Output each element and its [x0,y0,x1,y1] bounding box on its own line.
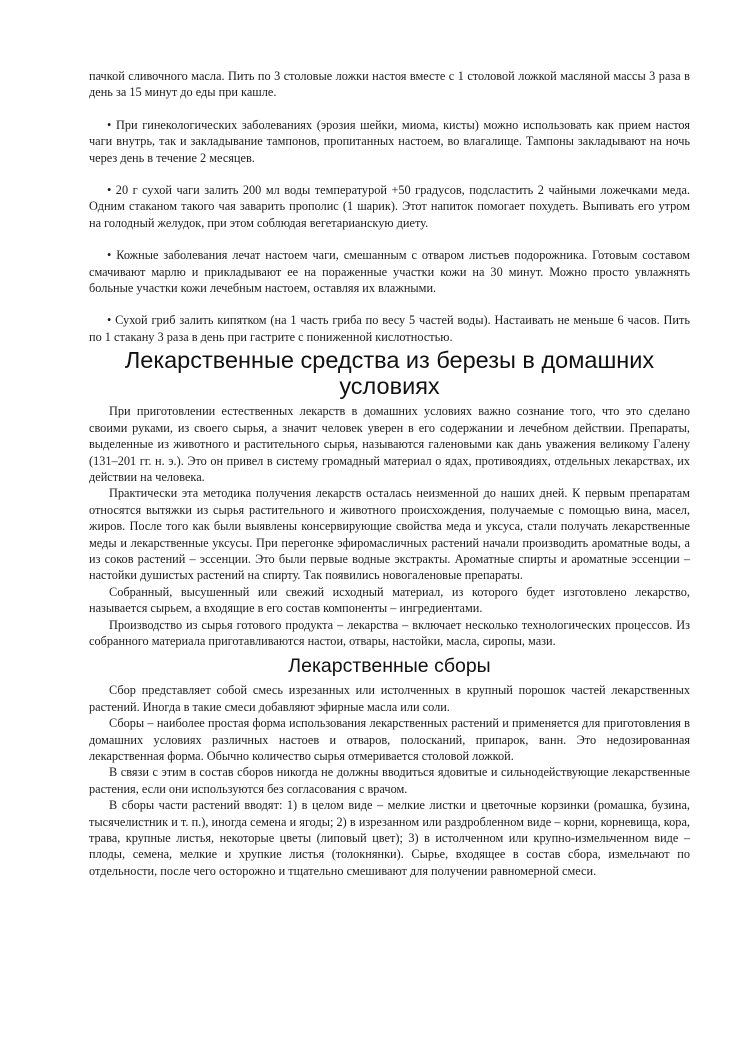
intro-paragraph: пачкой сливочного масла. Пить по 3 столовые ложки настоя вместе с 1 столовой ложкой масляной массы 3 раза в день за 15 минут до еды при кашле. [89,69,690,100]
section1-paragraph-1: При приготовлении естественных лекарств в домашних условиях важно сознание того, что это сделано своими руками, из своего сырья, а значит человек уверен в его содержании и лечебном действии. Препараты, выделенные из животного и растительного сырья, называются галеновыми как дань уважения великому Галену (131–201 гг. н. э.). Это он привел в систему громадный материал о ядах, противоядиях, отдельных лекарствах, их действии на человека. [89,404,690,484]
section1-paragraph-2: Практически эта методика получения лекарств осталась неизменной до наших дней. К первым препаратам относятся вытяжки из сырья растительного и животного происхождения, получаемые с помощью вина, масел, жиров. После того как были выявлены консервирующие свойства меда и уксуса, стали получать лекарственные меды и лекарственные уксусы. При перегонке эфиромасличных растений начали производить ароматные воды, а из соков растений – эссенции. Это были первые водные экстракты. Ароматные спирты и ароматные эссенции – настойки душистых растений на спирту. Так появились новогаленовые препараты. [89,486,690,583]
bullet-paragraph-gastritis: • Сухой гриб залить кипятком (на 1 часть гриба по весу 5 частей воды). Настаивать не меньше 6 часов. Пить по 1 стакану 3 раза в день при гастрите с пониженной кислотностью. [89,313,690,344]
section2-paragraph-3: В связи с этим в состав сборов никогда не должны вводиться ядовитые и сильнодействующие лекарственные растения, если они используются без согласования с врачом. [89,765,690,796]
section-heading-birch-remedies: Лекарственные средства из березы в домашних условиях [124,347,655,400]
bullet-paragraph-skin: • Кожные заболевания лечат настоем чаги, смешанным с отваром листьев подорожника. Готовым составом смачивают марлю и прикладывают ее на пораженные участки кожи на 30 минут. Можно просто увлажнять больные участки кожи лечебным настоем, оставляя их влажными. [89,248,690,296]
spacer [89,101,690,117]
spacer [89,296,690,312]
section1-paragraph-4: Производство из сырья готового продукта – лекарства – включает несколько технологических процессов. Из собранного материала приготавливаются настои, отвары, настойки, масла, сиропы, мази. [89,617,690,648]
bullet-paragraph-weight-loss: • 20 г сухой чаги залить 200 мл воды температурой +50 градусов, подсластить 2 чайными ложечками меда. Одним стаканом такого чая заварить прополис (1 шарик). Этот напиток помогает похудеть. Выпивать его утром на голодный желудок, при этом соблюдая вегетарианскую диету. [89,183,690,230]
spacer [89,166,690,182]
section2-paragraph-1: Сбор представляет собой смесь изрезанных или истолченных в крупный порошок частей лекарственных растений. Иногда в такие смеси добавляют эфирные масла или соли. [89,683,690,714]
spacer [89,231,690,247]
document-page [89,68,690,879]
section2-paragraph-2: Сборы – наиболее простая форма использования лекарственных растений и применяется для приготовления в домашних условиях различных настоев и отваров, полосканий, припарок, ванн. Это недозированная лекарственная форма. Обычно количество сырья отмеривается столовой ложкой. [89,716,690,763]
section2-paragraph-4: В сборы части растений вводят: 1) в целом виде – мелкие листки и цветочные корзинки (ромашка, бузина, тысячелистник и т. п.), иногда семена и ягоды; 2) в изрезанном или раздробленном виде – корни, корневища, кора, трава, крупные листья, некоторые цветы (липовый цвет); 3) в истолченном или крупно-измельченном виде – плоды, семена, мелкие и хрупкие листья (толокнянки). Сырье, входящее в состав сбора, измельчают по отдельности, после чего осторожно и тщательно смешивают для получении равномерной смеси. [89,798,690,878]
bullet-paragraph-gynecology: • При гинекологических заболеваниях (эрозия шейки, миома, кисты) можно использовать как прием настоя чаги внутрь, так и закладывание тампонов, пропитанных настоем, во влагалище. Тампоны закладывают на ночь через день в течение 2 месяцев. [89,117,690,165]
section1-paragraph-3: Собранный, высушенный или свежий исходный материал, из которого будет изготовлено лекарство, называется сырьем, а входящие в его состав компоненты – ингредиентами. [89,584,690,616]
section-heading-herbal-collections: Лекарственные сборы [288,655,491,678]
